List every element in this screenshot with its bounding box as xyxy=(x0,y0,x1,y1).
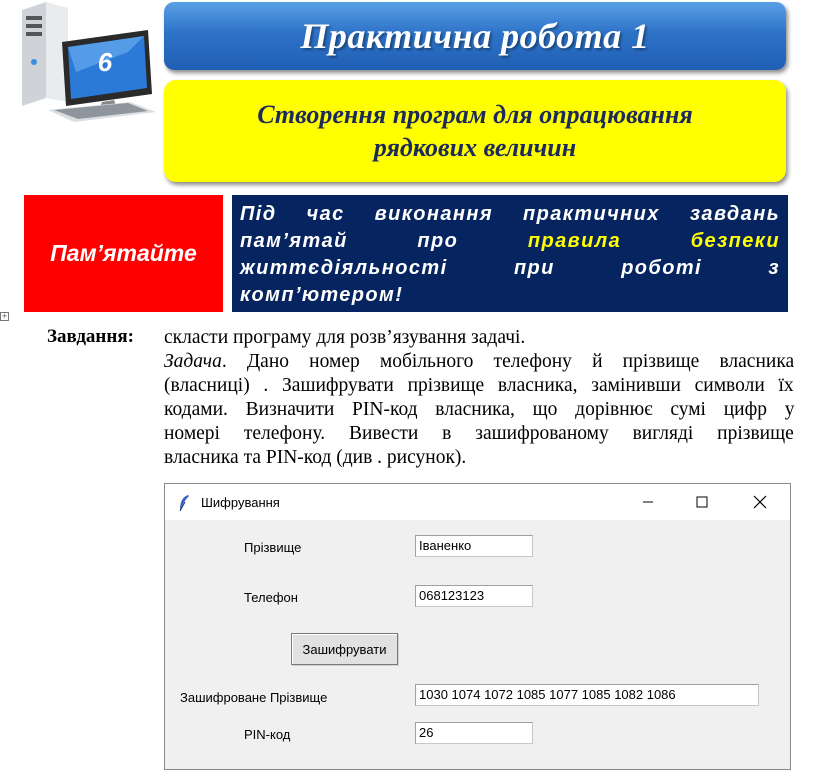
notice-line xyxy=(240,201,780,228)
notice-word: практичних xyxy=(523,203,660,225)
minimize-icon xyxy=(642,496,654,508)
close-button[interactable] xyxy=(737,484,783,520)
notice-line xyxy=(240,255,780,282)
remember-label: Пам’ятайте xyxy=(50,240,197,266)
task-label: Завдання: xyxy=(47,326,134,347)
safety-notice xyxy=(232,195,788,312)
task-italic-prefix: Задача xyxy=(164,351,222,372)
task-line: (власниці) . Зашифрувати прізвище власника, замінивши символи їх xyxy=(164,375,794,396)
page-title: Практична робота 1 xyxy=(300,16,650,56)
pin-output[interactable]: 26 xyxy=(415,722,533,744)
lesson-number: 6 xyxy=(97,46,113,77)
remember-box xyxy=(24,195,223,312)
surname-label: Прізвище xyxy=(244,540,302,555)
subtitle-box xyxy=(164,80,786,182)
notice-line xyxy=(240,228,780,255)
lesson-number-badge xyxy=(78,42,132,82)
maximize-button[interactable] xyxy=(679,484,725,520)
task-line: скласти програму для розв’язування задачі. xyxy=(164,327,526,348)
notice-word: комп’ютером! xyxy=(240,284,404,306)
cipher-window xyxy=(164,483,791,770)
notice-word: роботі xyxy=(621,257,702,279)
task-line xyxy=(164,350,794,374)
notice-highlight-word: безпеки xyxy=(690,230,780,252)
subtitle-line-2: рядкових величин xyxy=(373,133,577,162)
notice-word: життєдіяльності xyxy=(240,257,448,279)
notice-highlight-word: правила xyxy=(527,230,622,252)
notice-word: завдань xyxy=(689,203,780,225)
phone-label: Телефон xyxy=(244,590,298,605)
encrypt-button[interactable]: Зашифрувати xyxy=(291,633,398,665)
task-line-text: . Дано номер мобільного телефону й прізвище власника xyxy=(221,351,795,372)
phone-input[interactable]: 068123123 xyxy=(415,585,533,607)
notice-word: Під xyxy=(240,203,277,225)
notice-word: при xyxy=(513,257,555,279)
minimize-button[interactable] xyxy=(625,484,671,520)
close-icon xyxy=(753,495,767,509)
task-text xyxy=(164,326,794,470)
task-line: кодами. Визначити PIN-код власника, що дорівнює сумі цифр у xyxy=(164,399,795,420)
notice-line xyxy=(240,282,780,309)
title-banner xyxy=(164,2,786,70)
feather-icon xyxy=(177,494,191,512)
window-titlebar[interactable] xyxy=(165,484,790,520)
encrypted-output[interactable]: 1030 1074 1072 1085 1077 1085 1082 1086 xyxy=(415,684,759,706)
surname-input[interactable]: Іваненко xyxy=(415,535,533,557)
task-line: номері телефону. Вивести в зашифрованому вигляді прізвище xyxy=(164,423,794,444)
task-line: власника та PIN-код (див . рисунок). xyxy=(164,447,467,468)
notice-word: виконання xyxy=(374,203,494,225)
subtitle-line-1: Створення програм для опрацювання xyxy=(257,100,693,129)
encrypted-label: Зашифроване Прізвище xyxy=(180,690,328,705)
notice-word: час xyxy=(306,203,345,225)
notice-word: про xyxy=(417,230,459,252)
table-anchor-icon[interactable]: + xyxy=(1,312,8,320)
notice-word: пам’ятай xyxy=(240,230,348,252)
notice-word: з xyxy=(768,257,780,279)
pin-label: PIN-код xyxy=(244,727,291,742)
maximize-icon xyxy=(696,496,708,508)
window-title: Шифрування xyxy=(201,495,280,510)
